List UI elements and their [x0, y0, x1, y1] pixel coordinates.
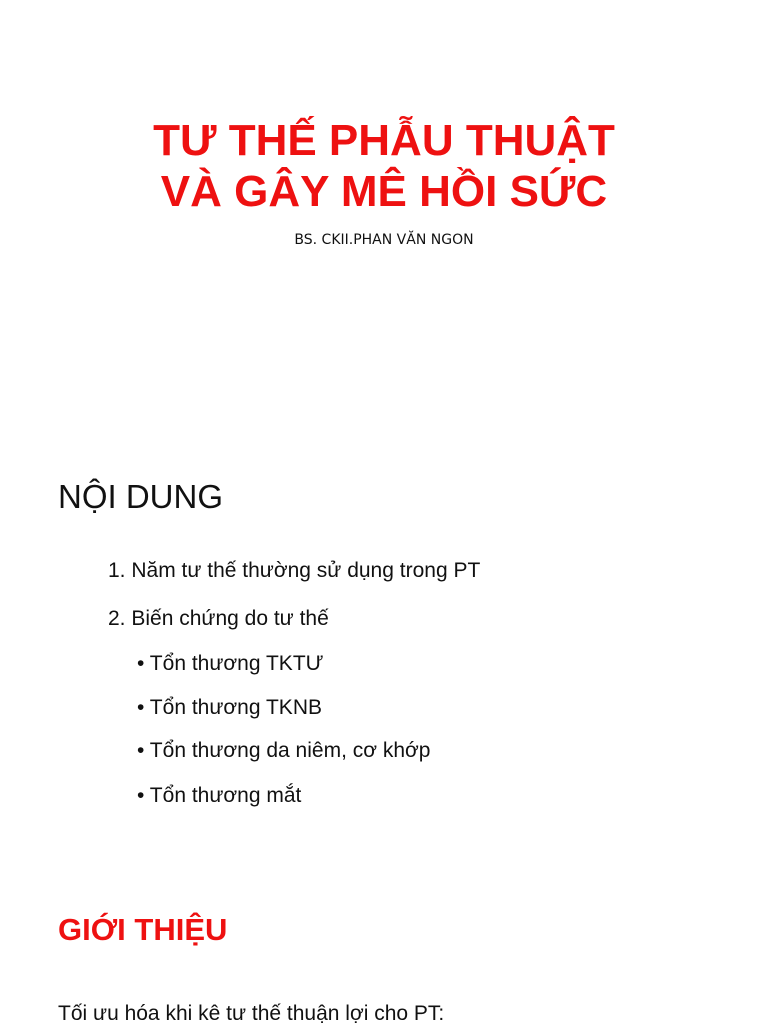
slide-title-line-1: TƯ THẾ PHẪU THUẬT: [153, 116, 615, 165]
slide-title-line-2: VÀ GÂY MÊ HỒI SỨC: [160, 167, 608, 216]
numbered-item: 1. Năm tư thế thường sử dụng trong PT: [108, 559, 481, 582]
intro-heading: GIỚI THIỆU: [58, 912, 228, 947]
bullet-item: • Tổn thương TKTƯ: [137, 652, 324, 675]
title-slide: [0, 0, 768, 430]
content-heading: NỘI DUNG: [58, 478, 223, 515]
bullet-item: • Tổn thương TKNB: [137, 696, 322, 719]
numbered-item: 2. Biến chứng do tư thế: [108, 607, 329, 630]
bullet-item: • Tổn thương mắt: [137, 784, 302, 807]
bullet-item: • Tổn thương da niêm, cơ khớp: [137, 739, 431, 762]
intro-text: Tối ưu hóa khi kê tư thế thuận lợi cho PT:: [58, 1002, 445, 1024]
author-name: BS. CKII.PHAN VĂN NGON: [294, 232, 474, 248]
